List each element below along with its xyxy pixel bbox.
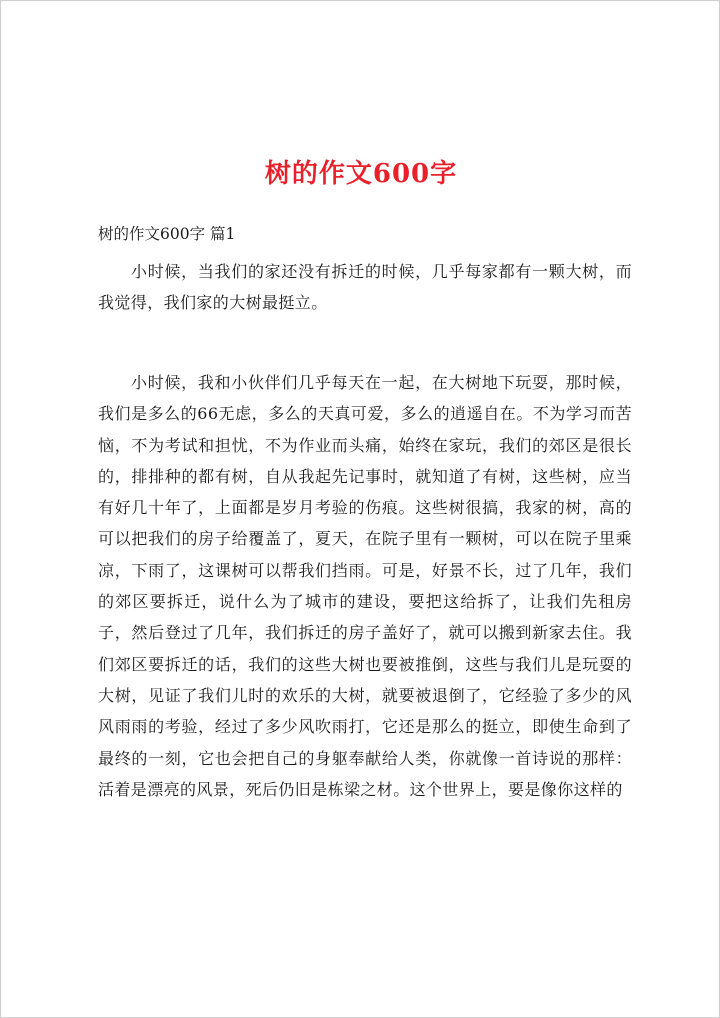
document-title: 树的作文600字	[264, 159, 458, 189]
paragraph-2: 小时候，我和小伙伴们几乎每天在一起，在大树地下玩耍，那时候，我们是多么的66无虑，多么的天真可爱，多么的逍遥自在。不为学习而苦恼，不为考试和担忧，不为作业而头痛，始终在家玩，我们的郊区是很长的，排排种的都有树，自从我起先记事时，就知道了有树，这些树，应当有好几十年了，上面都是岁月考验的伤痕。这些树很搞，我家的树，高的可以把我们的房子给覆盖了，夏天，在院子里有一颗树，可以在院子里乘凉，下雨了，这课树可以帮我们挡雨。可是，好景不长，过了几年，我们的郊区要拆迁，说什么为了城市的建设，要把这给拆了，让我们先租房子，然后登过了几年，我们拆迁的房子盖好了，就可以搬到新家去住。我们郊区要拆迁的话，我们的这些大树也要被推倒，这些与我们儿是玩耍的大树，见证了我们儿时的欢乐的大树，就要被退倒了，它经验了多少的风风雨雨的考验，经过了多少风吹雨打，它还是那么的挺立，即使生命到了最终的一刻，它也会把自己的身躯奉献给人类，你就像一首诗说的那样：活着是漂亮的风景，死后仍旧是栋梁之材。这个世界上，要是像你这样的	[98, 373, 632, 799]
section-heading: 树的作文600字 篇1	[98, 225, 236, 243]
paragraph-1: 小时候，当我们的家还没有拆迁的时候，几乎每家都有一颗大树，而我觉得，我们家的大树最挺立。	[98, 262, 632, 313]
